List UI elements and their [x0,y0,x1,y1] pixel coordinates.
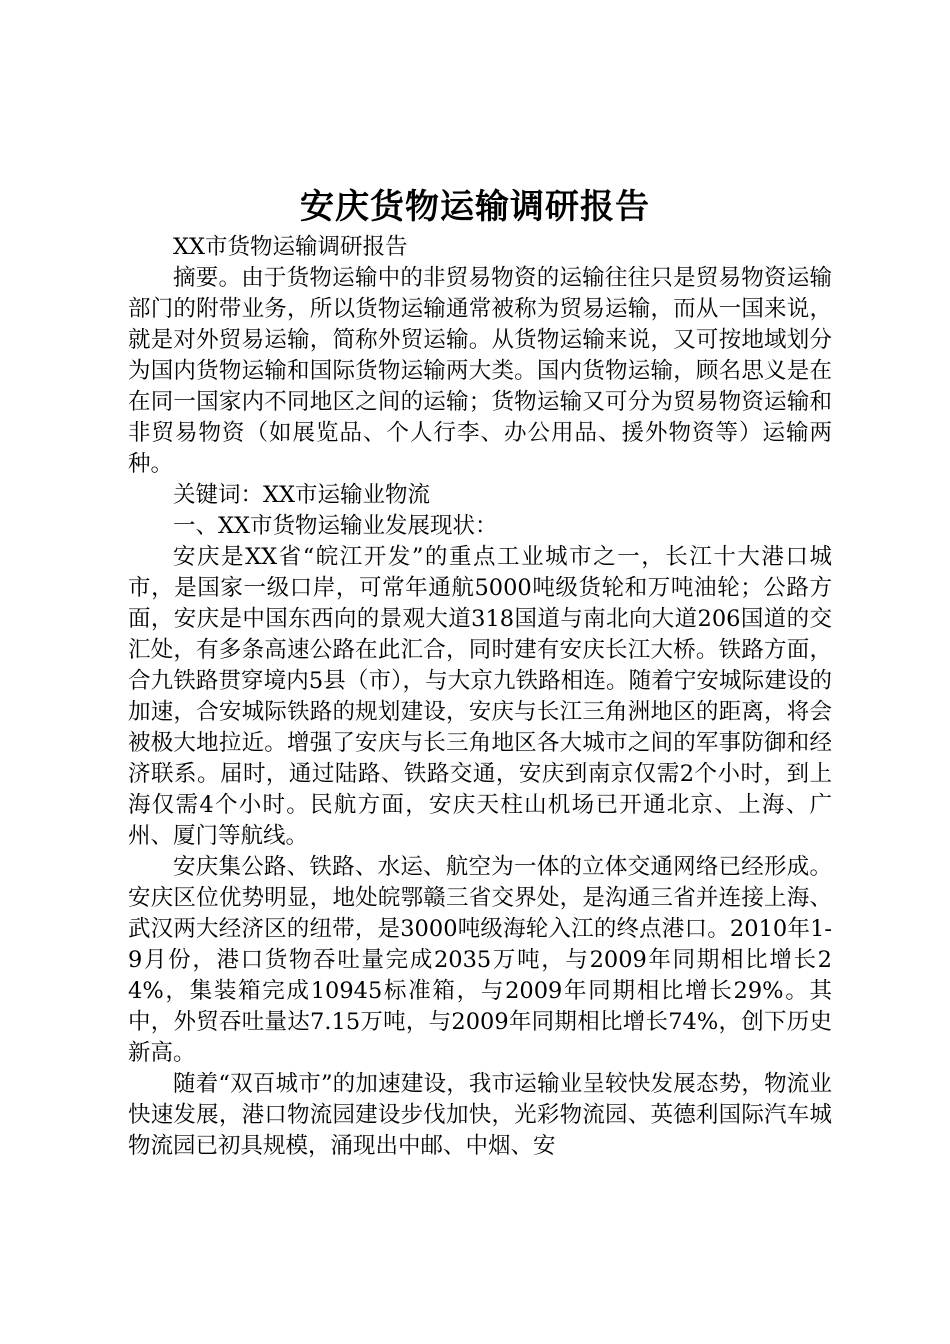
paragraph: 安庆集公路、铁路、水运、航空为一体的立体交通网络已经形成。安庆区位优势明显，地处皖鄂赣三省交界处，是沟通三省并连接上海、武汉两大经济区的纽带，是3000吨级海轮入江的终点港口。2010年1-9月份，港口货物吞吐量完成2035万吨，与2009年同期相比增长24%，集装箱完成10945标准箱，与2009年同期相比增长29%。其中，外贸吞吐量达7.15万吨，与2009年同期相比增长74%，创下历史新高。 [128,854,832,1066]
document-title: 安庆货物运输调研报告 [300,187,650,227]
paragraph-abstract: 摘要。由于货物运输中的非贸易物资的运输往往只是贸易物资运输部门的附带业务，所以货物运输通常被称为贸易运输，而从一国来说，就是对外贸易运输，简称外贸运输。从货物运输来说，又可按地域划分为国内货物运输和国际货物运输两大类。国内货物运输，顾名思义是在在同一国家内不同地区之间的运输；货物运输又可分为贸易物资运输和非贸易物资（如展览品、个人行李、办公用品、援外物资等）运输两种。 [128,265,832,477]
paragraph: 安庆是XX省“皖江开发”的重点工业城市之一，长江十大港口城市，是国家一级口岸，可常年通航5000吨级货轮和万吨油轮；公路方面，安庆是中国东西向的景观大道318国道与南北向大道206国道的交汇处，有多条高速公路在此汇合，同时建有安庆长江大桥。铁路方面，合九铁路贯穿境内5县（市），与大京九铁路相连。随着宁安城际建设的加速，合安城际铁路的规划建设，安庆与长江三角洲地区的距离，将会被极大地拉近。增强了安庆与长三角地区各大城市之间的军事防御和经济联系。届时，通过陆路、铁路交通，安庆到南京仅需2个小时，到上海仅需4个小时。民航方面，安庆天柱山机场已开通北京、上海、广州、厦门等航线。 [128,544,832,849]
section-heading: 一、XX市货物运输业发展现状： [173,513,498,539]
paragraph: 随着“双百城市”的加速建设，我市运输业呈较快发展态势，物流业快速发展，港口物流园建设步伐加快，光彩物流园、英德利国际汽车城物流园已初具规模，涌现出中邮、中烟、安 [128,1071,832,1159]
document-body [128,232,832,1162]
paragraph-keywords: 关键词：XX市运输业物流 [173,482,431,508]
paragraph-subtitle: XX市货物运输调研报告 [173,234,408,260]
